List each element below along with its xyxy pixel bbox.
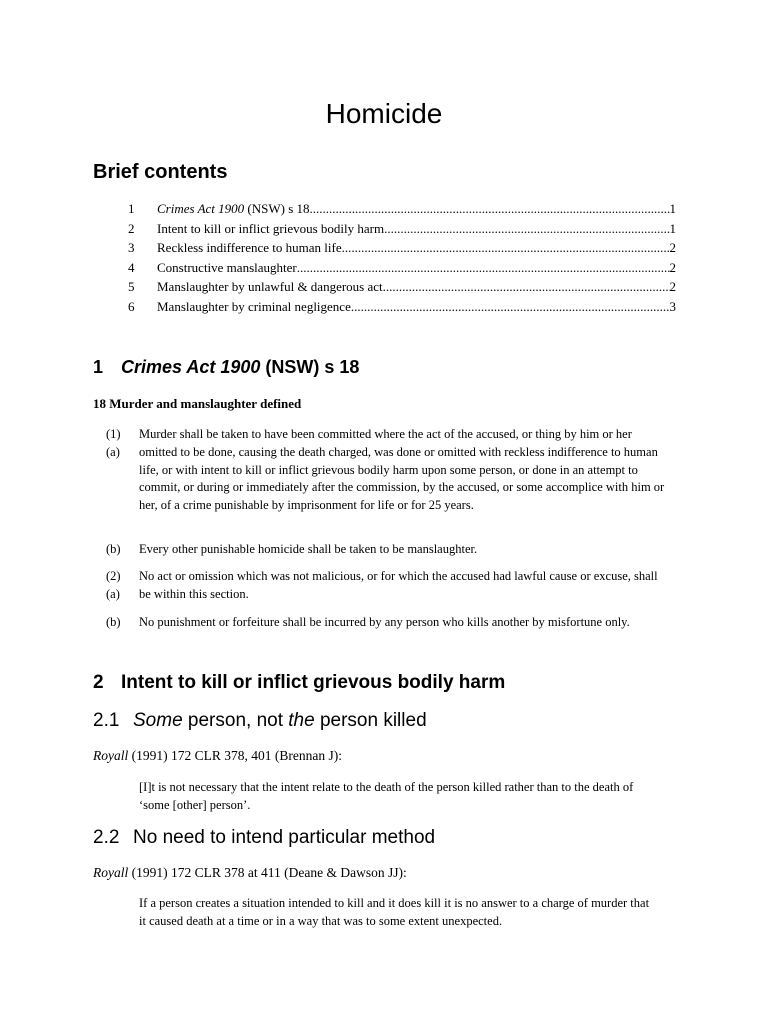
toc-entry-page: 1 [669,220,676,236]
provision-text: No punishment or forfeiture shall be incurred by any person who kills another by misfortune only. [139,615,630,629]
case-reference: (1991) 172 CLR 378, 401 (Brennan J): [128,748,342,763]
subsection-title: No need to intend particular method [133,827,436,848]
toc-entry-6[interactable] [128,299,676,319]
toc-entry-title: Manslaughter by unlawful & dangerous act [157,279,383,295]
toc-entry-page: 3 [669,298,676,314]
subsection-number: 2.2 [93,827,120,848]
toc-entry-number: 2 [128,220,135,236]
toc-entry-page: 1 [669,201,676,216]
provision-text: Murder shall be taken to have been committed where the act of the accused, or thing by him or her omitted to be done, causing the death charged, was done or omitted with reckless indifference to human life, or with intent to kill or inflict grievous bodily harm upon some person, or done in an attempt to commit, or during or immediately after the commission, by the accused, or some accomplice with him or her, of a crime punishable by imprisonment for life or for 25 years. [139,427,665,513]
section-title: Intent to kill or inflict grievous bodily harm [121,672,506,693]
toc-leader-dots [351,299,670,315]
toc-leader-dots [383,279,670,295]
toc-entry-title: Reckless indifference to human life [157,240,342,256]
toc-entry-5[interactable] [128,279,676,299]
toc-entry-title: Intent to kill or inflict grievous bodily harm [157,220,385,236]
toc-entry-number: 6 [128,298,135,314]
subsection-title-part: Some [133,710,183,731]
toc-entry-title: Manslaughter by criminal negligence [157,298,351,314]
page-title: Homicide [325,98,443,129]
toc-leader-dots [297,260,670,276]
subsection-title-part: person, not [182,710,289,731]
subsection-2-1-heading [93,710,427,732]
section-number: 2 [93,672,104,693]
toc-entry-page: 2 [669,259,676,275]
case-quote: If a person creates a situation intended to kill and it does kill it is no answer to a charge of murder that it caused death at a time or in a way that was to some extent unexpected. [139,896,650,928]
toc-leader-dots [342,240,670,256]
toc-entry-number: 5 [128,279,135,295]
table-of-contents [128,201,676,319]
toc-entry-1[interactable] [128,201,676,221]
toc-entry-page: 2 [669,279,676,295]
toc-entry-number: 4 [128,259,135,275]
section-number: 1 [93,357,104,377]
subsection-title-part: person killed [314,710,427,731]
section-title-italic: Crimes Act 1900 [121,357,261,377]
statute-provision-1a [106,426,666,515]
provision-label: (2) (a) [106,569,121,601]
provision-text: No act or omission which was not malicious, or for which the accused had lawful cause or excuse, shall be within this section. [139,569,658,601]
statute-provision-1b [106,541,666,559]
subsection-title-part: the [288,710,315,731]
toc-entry-title: Constructive manslaughter [157,259,297,275]
provision-label: (1) (a) [106,427,121,459]
toc-entry-2[interactable] [128,221,676,241]
subsection-number: 2.1 [93,710,120,731]
subsection-2-2-heading [93,827,435,849]
toc-entry-number: 1 [128,201,135,216]
section-title-rest: (NSW) s 18 [260,357,360,377]
case-name: Royall [93,865,129,880]
case-citation [93,748,342,764]
toc-entry-4[interactable] [128,260,676,280]
provision-label: (b) [106,615,121,629]
toc-entry-page: 2 [669,240,676,256]
case-reference: (1991) 172 CLR 378 at 411 (Deane & Dawson JJ): [128,865,407,880]
case-quote: [I]t is not necessary that the intent relate to the death of the person killed rather than to the death of ‘some [other] person’. [139,780,634,812]
section-2-heading [93,672,505,694]
toc-entry-number: 3 [128,240,135,256]
statute-subheading: 18 Murder and manslaughter defined [93,396,302,411]
statute-provision-2a [106,568,666,604]
toc-entry-title: Crimes Act 1900 (NSW) s 18 [157,201,310,216]
toc-entry-3[interactable] [128,240,676,260]
toc-leader-dots [384,221,669,237]
case-citation [93,865,407,881]
toc-leader-dots [310,201,670,217]
case-name: Royall [93,748,129,763]
provision-text: Every other punishable homicide shall be taken to be manslaughter. [139,542,478,556]
provision-label: (b) [106,542,121,556]
statute-provision-2b [106,614,666,632]
section-1-heading [93,357,359,378]
brief-contents-heading: Brief contents [93,161,228,183]
